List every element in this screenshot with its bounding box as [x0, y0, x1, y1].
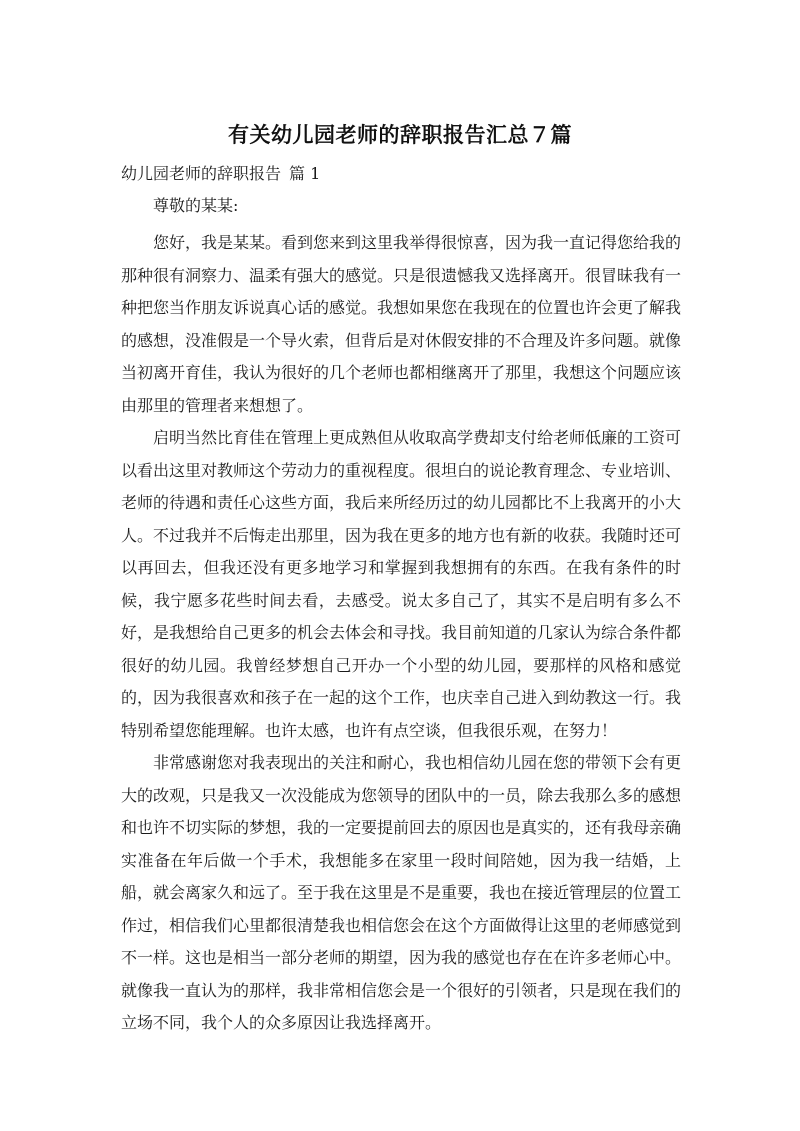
document-title: 有关幼儿园老师的辞职报告汇总７篇: [228, 123, 572, 147]
paragraph: 非常感谢您对我表现出的关注和耐心，我也相信幼儿园在您的带领下会有更大的改观，只是我又一次没能成为您领导的团队中的一员，除去我那么多的感想和也许不切实际的梦想，我的一定要提前回去的原因也是真实的，还有我母亲确实准备在年后做一个手术，我想能多在家里一段时间陪她，因为我一结婚，上船，就会离家久和远了。至于我在这里是不是重要，我也在接近管理层的位置工作过，相信我们心里都很清楚我也相信您会在这个方面做得让这里的老师感觉到不一样。这也是相当一部分老师的期望，因为我的感觉也存在在许多老师心中。就像我一直认为的那样，我非常相信您会是一个很好的引领者，只是现在我们的立场不同，我个人的众多原因让我选择离开。: [121, 753, 682, 1032]
letter-body: [121, 227, 681, 1040]
paragraph: 启明当然比育佳在管理上更成熟但从收取高学费却支付给老师低廉的工资可以看出这里对教师这个劳动力的重视程度。很坦白的说论教育理念、专业培训、老师的待遇和责任心这些方面，我后来所经历过的幼儿园都比不上我离开的小大人。不过我并不后悔走出那里，因为我在更多的地方也有新的收获。我随时还可以再回去，但我还没有更多地学习和掌握到我想拥有的东西。在我有条件的时候，我宁愿多花些时间去看，去感受。说太多自己了，其实不是启明有多么不好，是我想给自己更多的机会去体会和寻找。我目前知道的几家认为综合条件都很好的幼儿园。我曾经梦想自己开办一个小型的幼儿园，要那样的风格和感觉的，因为我很喜欢和孩子在一起的这个工作，也庆幸自己进入到幼教这一行。我特别希望您能理解。也许太感，也许有点空谈，但我很乐观，在努力！: [121, 428, 682, 740]
paragraph: 您好，我是某某。看到您来到这里我举得很惊喜，因为我一直记得您给我的那种很有洞察力、温柔有强大的感觉。只是很遗憾我又选择离开。很冒昧我有一种把您当作朋友诉说真心话的感觉。我想如果您在我现在的位置也许会更了解我的感想，没准假是一个导火索，但背后是对休假安排的不合理及许多问题。就像当初离开育佳，我认为很好的几个老师也都相继离开了那里，我想这个问题应该由那里的管理者来想想了。: [121, 233, 682, 415]
section-heading-number: 篇 1: [289, 164, 321, 183]
section-heading-text: 幼儿园老师的辞职报告: [121, 164, 282, 183]
section-heading: [121, 161, 320, 187]
salutation: 尊敬的某某:: [153, 196, 239, 215]
